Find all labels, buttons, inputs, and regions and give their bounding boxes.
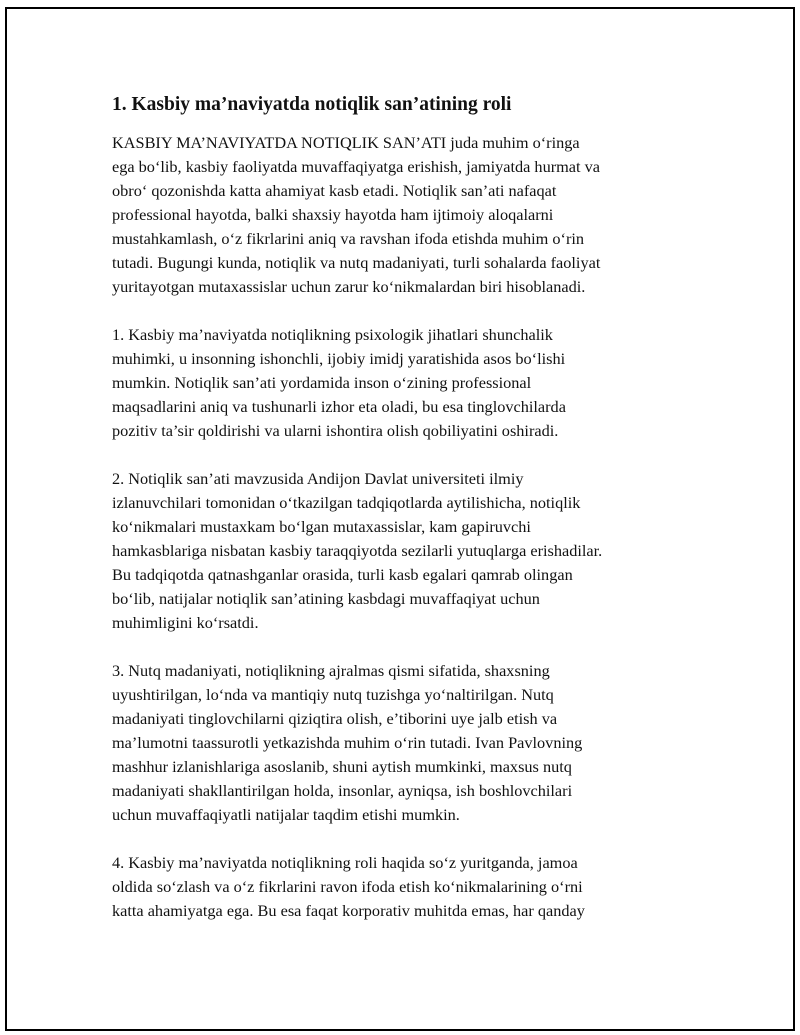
text-line: 4. Kasbiy ma’naviyatda notiqlikning roli haqida so‘z yuritganda, jamoa (112, 853, 578, 872)
section-title: 1. Kasbiy ma’naviyatda notiqlik san’atining roli (112, 94, 512, 115)
text-line: muhimki, u insonning ishonchli, ijobiy imidj yaratishida asos bo‘lishi (112, 349, 566, 368)
text-line: katta ahamiyatga ega. Bu esa faqat korporativ muhitda emas, har qanday (112, 901, 585, 920)
document-body (112, 91, 672, 947)
text-line: maqsadlarini aniq va tushunarli izhor eta oladi, bu esa tinglovchilarda (112, 397, 566, 416)
text-line: tutadi. Bugungi kunda, notiqlik va nutq madaniyati, turli sohalarda faoliyat (112, 253, 601, 272)
text-line: ega bo‘lib, kasbiy faoliyatda muvaffaqiyatga erishish, jamiyatda hurmat va (112, 157, 600, 176)
text-line: hamkasblariga nisbatan kasbiy taraqqiyotda sezilarli yutuqlarga erishadilar. (112, 541, 603, 560)
text-line: uyushtirilgan, lo‘nda va mantiqiy nutq tuzishga yo‘naltirilgan. Nutq (112, 685, 554, 704)
paragraph-1 (112, 323, 672, 443)
paragraph-intro (112, 131, 672, 299)
text-line: madaniyati shakllantirilgan holda, insonlar, ayniqsa, ish boshlovchilari (112, 781, 573, 800)
text-line: Bu tadqiqotda qatnashganlar orasida, turli kasb egalari qamrab olingan (112, 565, 573, 584)
paragraph-4 (112, 851, 672, 923)
text-line: mustahkamlash, o‘z fikrlarini aniq va ravshan ifoda etishda muhim o‘rin (112, 229, 585, 248)
text-line: 2. Notiqlik san’ati mavzusida Andijon Davlat universiteti ilmiy (112, 469, 524, 488)
text-line: izlanuvchilari tomonidan o‘tkazilgan tadqiqotlarda aytilishicha, notiqlik (112, 493, 581, 512)
text-line: uchun muvaffaqiyatli natijalar taqdim etishi mumkin. (112, 805, 460, 824)
text-line: 1. Kasbiy ma’naviyatda notiqlikning psixologik jihatlari shunchalik (112, 325, 553, 344)
paragraph-3 (112, 659, 672, 827)
text-line: mashhur izlanishlariga asoslanib, shuni aytish mumkinki, maxsus nutq (112, 757, 572, 776)
text-line: ma’lumotni taassurotli yetkazishda muhim o‘rin tutadi. Ivan Pavlovning (112, 733, 583, 752)
text-line: bo‘lib, natijalar notiqlik san’atining kasbdagi muvaffaqiyat uchun (112, 589, 540, 608)
text-line: professional hayotda, balki shaxsiy hayotda ham ijtimoiy aloqalarni (112, 205, 554, 224)
text-line: 3. Nutq madaniyati, notiqlikning ajralmas qismi sifatida, shaxsning (112, 661, 550, 680)
paragraph-2 (112, 467, 672, 635)
text-line: obro‘ qozonishda katta ahamiyat kasb etadi. Notiqlik san’ati nafaqat (112, 181, 557, 200)
text-line: ko‘nikmalari mustaxkam bo‘lgan mutaxassislar, kam gapiruvchi (112, 517, 531, 536)
text-line: madaniyati tinglovchilarni qiziqtira olish, e’tiborini uye jalb etish va (112, 709, 558, 728)
text-line: oldida so‘zlash va o‘z fikrlarini ravon ifoda etish ko‘nikmalarining o‘rni (112, 877, 583, 896)
text-line: mumkin. Notiqlik san’ati yordamida inson o‘zining professional (112, 373, 532, 392)
text-line: KASBIY MA’NAVIYATDA NOTIQLIK SAN’ATI juda muhim o‘ringa (112, 133, 580, 152)
text-line: muhimligini ko‘rsatdi. (112, 613, 259, 632)
text-line: pozitiv ta’sir qoldirishi va ularni ishontira olish qobiliyatini oshiradi. (112, 421, 559, 440)
text-line: yuritayotgan mutaxassislar uchun zarur ko‘nikmalardan biri hisoblanadi. (112, 277, 586, 296)
